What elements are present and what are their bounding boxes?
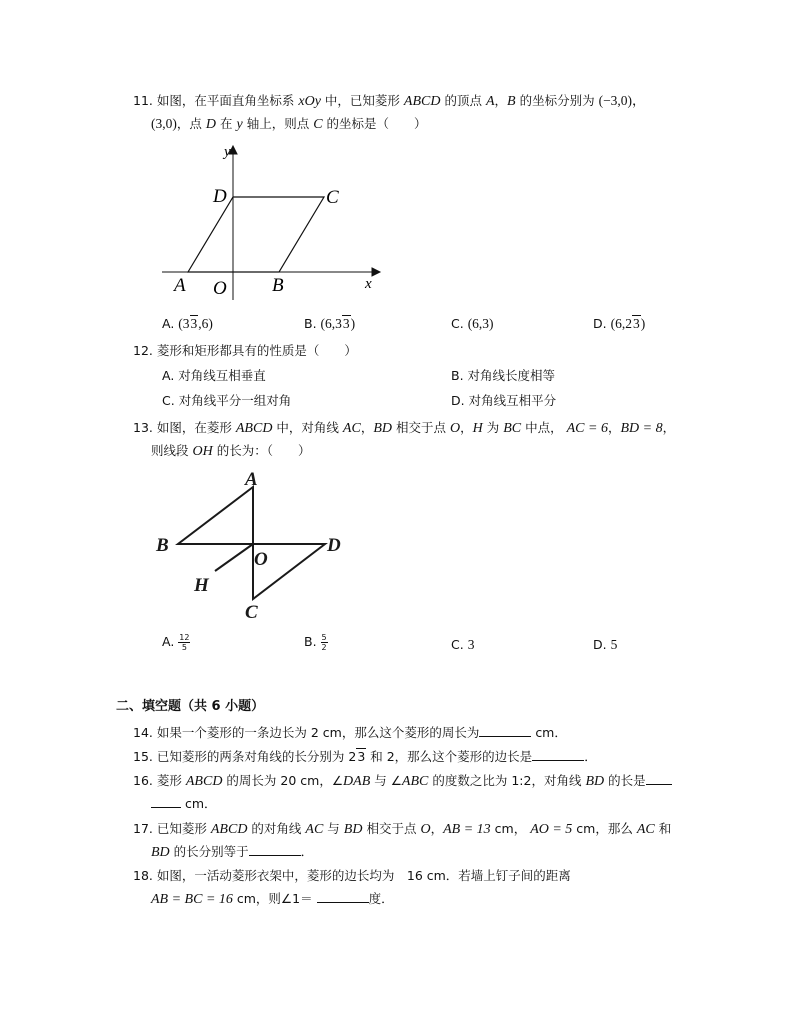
q17-blank[interactable] bbox=[249, 843, 301, 856]
segment-oh bbox=[215, 544, 253, 571]
label-c: C bbox=[326, 187, 339, 208]
q11-option-b: B. (6,33) bbox=[304, 316, 356, 331]
q15-number: 15. bbox=[133, 749, 153, 764]
q11-line1: 11. 如图，在平面直角坐标系 xOy 中，已知菱形 ABCD 的顶点 A，B 的坐标分别为 (−3,0)， bbox=[133, 93, 646, 109]
q17-line1: 17. 已知菱形 ABCD 的对角线 AC 与 BD 相交于点 O，AB = 13 cm， AO = 5 cm，那么 AC 和 bbox=[133, 821, 672, 837]
coordinate-axes bbox=[162, 146, 380, 300]
q16-blank-part2[interactable] bbox=[151, 795, 181, 808]
q12-option-a: A. 对角线互相垂直 bbox=[162, 368, 266, 383]
q11-option-c: C. (6,3) bbox=[451, 316, 494, 331]
q18-line1: 18. 如图，一活动菱形衣架中，菱形的边长均为 16 cm．若墙上钉子间的距离 bbox=[133, 868, 571, 883]
q13-number: 13. bbox=[133, 420, 153, 435]
q13-line1: 13. 如图，在菱形 ABCD 中，对角线 AC，BD 相交于点 O，H 为 BC 中点， AC = 6，BD = 8， bbox=[133, 420, 676, 436]
q14-blank[interactable] bbox=[479, 724, 531, 737]
q11-number: 11. bbox=[133, 93, 153, 108]
q16-line1: 16. 菱形 ABCD 的周长为 20 cm，∠DAB 与 ∠ABC 的度数之比为 1:2，对角线 BD 的长是 bbox=[133, 772, 672, 791]
x-axis-arrow bbox=[372, 268, 380, 276]
q11-line2: (3,0)，点 D 在 y 轴上，则点 C 的坐标是（ ） bbox=[151, 116, 427, 132]
q16-line2: cm． bbox=[151, 795, 217, 813]
q16-blank-part1[interactable] bbox=[646, 772, 672, 785]
q17-number: 17. bbox=[133, 821, 153, 836]
q18-number: 18. bbox=[133, 868, 153, 883]
q14-number: 14. bbox=[133, 725, 153, 740]
label-c-2: C bbox=[245, 602, 258, 623]
label-d: D bbox=[213, 186, 227, 207]
q13-option-c: C. 3 bbox=[451, 637, 475, 652]
q11-option-a: A. (33,6) bbox=[162, 316, 213, 331]
q18-line2: AB = BC = 16 cm，则∠1＝ 度． bbox=[151, 891, 394, 907]
label-x: x bbox=[365, 276, 372, 292]
q13-option-a: A. $\frac{12}{5}$ bbox=[162, 633, 190, 652]
q13-option-b: B. $\frac{5}{2}$ bbox=[304, 633, 327, 652]
q17-line2: BD 的长分别等于 ． bbox=[151, 844, 314, 860]
q12-stem: 12. 菱形和矩形都具有的性质是（ ） bbox=[133, 343, 357, 358]
q16-number: 16. bbox=[133, 773, 153, 788]
q15: 15. 已知菱形的两条对角线的长分别为 23 和 2，那么这个菱形的边长是 ． bbox=[133, 749, 597, 764]
q11-figure bbox=[150, 140, 390, 305]
label-o-2: O bbox=[254, 549, 268, 570]
label-a: A bbox=[174, 275, 186, 296]
rhombus-abcd bbox=[188, 197, 324, 272]
label-b: B bbox=[272, 275, 284, 296]
q18-blank[interactable] bbox=[317, 890, 369, 903]
q15-blank[interactable] bbox=[532, 748, 584, 761]
label-d-2: D bbox=[327, 535, 341, 556]
label-y: y bbox=[224, 144, 231, 160]
q13-option-d: D. 5 bbox=[593, 637, 618, 652]
q12-option-d: D. 对角线互相平分 bbox=[451, 393, 557, 408]
q12-number: 12. bbox=[133, 343, 153, 358]
q12-option-b: B. 对角线长度相等 bbox=[451, 368, 556, 383]
q12-option-c: C. 对角线平分一组对角 bbox=[162, 393, 292, 408]
label-o: O bbox=[213, 278, 227, 299]
q13-line2: 则线段 OH 的长为：（ ） bbox=[151, 443, 311, 459]
section-title: 二、填空题（共 6 小题） bbox=[116, 699, 265, 714]
q14: 14. 如果一个菱形的一条边长为 2 cm，那么这个菱形的周长为 cm． bbox=[133, 725, 567, 740]
label-h: H bbox=[194, 575, 209, 596]
label-b-2: B bbox=[156, 535, 169, 556]
q11-option-d: D. (6,23) bbox=[593, 316, 646, 331]
label-a-2: A bbox=[245, 469, 258, 490]
q13-figure bbox=[150, 465, 360, 625]
